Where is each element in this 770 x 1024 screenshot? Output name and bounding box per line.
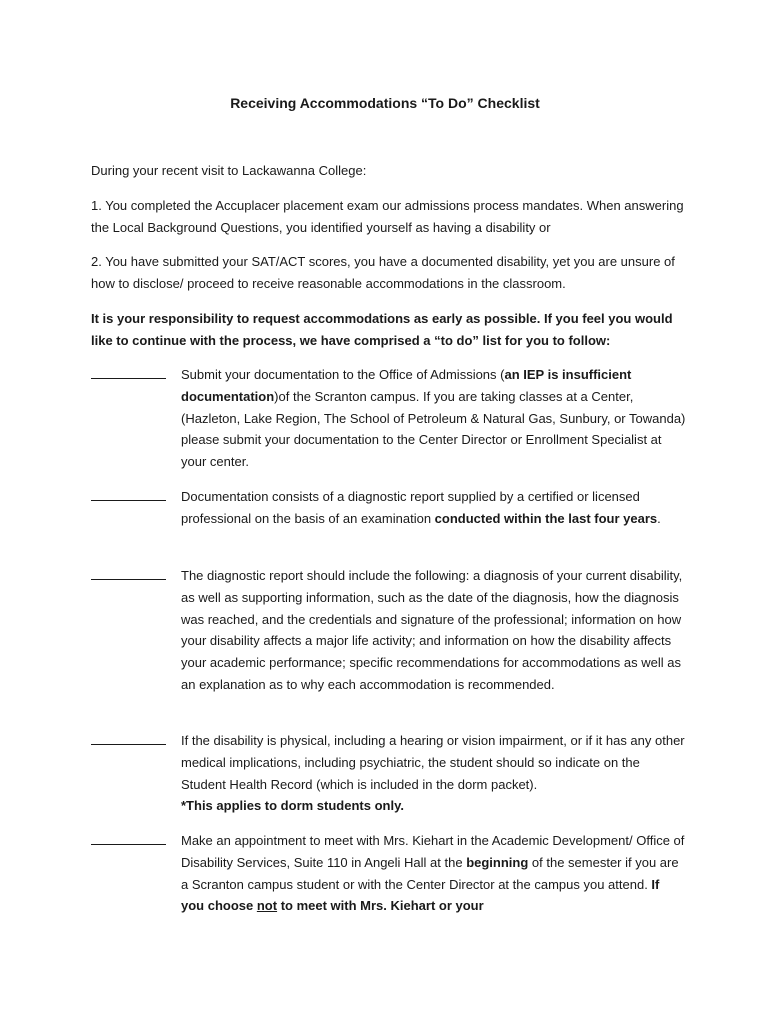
checklist-item-text: If the disability is physical, including a hearing or vision impairment, or if it has any other medical implications, including psychiatric, the student should so indicate on the Student Health Record (which is included in the dorm packet). *This applies to dorm students only. [181,733,685,814]
checklist-item-text: Submit your documentation to the Office of Admissions (an IEP is insufficient documentation)of the Scranton campus. If you are taking classes at a Center, (Hazleton, Lake Region, The School of Petroleum & Natural Gas, Sunbury, or Towanda) please submit your documentation to the Center Director or Enrollment Specialist at your center. [181,367,686,470]
checkbox-blank-line [91,378,166,379]
checklist-item-text: Make an appointment to meet with Mrs. Kiehart in the Academic Development/ Office of Disability Services, Suite 110 in Angeli Hall at the beginning of the semester if you are a Scranton campus student or with the Center Director at the campus you attend. If you choose not to meet with Mrs. Kiehart or your [181,833,685,914]
checkbox-blank-line [91,579,166,580]
intro-text: During your recent visit to Lackawanna College: [91,163,367,178]
responsibility-statement: It is your responsibility to request accommodations as early as possible. If you feel you would like to continue with the process, we have comprised a “to do” list for you to follow: [91,311,673,348]
checkbox-blank-line [91,844,166,845]
point-2: 2. You have submitted your SAT/ACT scores, you have a documented disability, yet you are unsure of how to disclose/ proceed to receive reasonable accommodations in the classroom. [91,254,675,291]
checkbox-blank-line [91,744,166,745]
point-1: 1. You completed the Accuplacer placement exam our admissions process mandates. When answering the Local Background Questions, you identified yourself as having a disability or [91,198,684,235]
checklist-item-text: The diagnostic report should include the following: a diagnosis of your current disability, as well as supporting information, such as the date of the diagnosis, how the diagnosis was reached, and the credentials and signature of the professional; information on how your disability affects a major life activity; and information on how the disability affects your academic performance; specific recommendations for accommodations as well as an explanation as to why each accommodation is recommended. [181,568,683,692]
page-title: Receiving Accommodations “To Do” Checklist [230,95,540,111]
checklist-item-text: Documentation consists of a diagnostic report supplied by a certified or licensed professional on the basis of an examination conducted within the last four years. [181,489,661,526]
checkbox-blank-line [91,500,166,501]
